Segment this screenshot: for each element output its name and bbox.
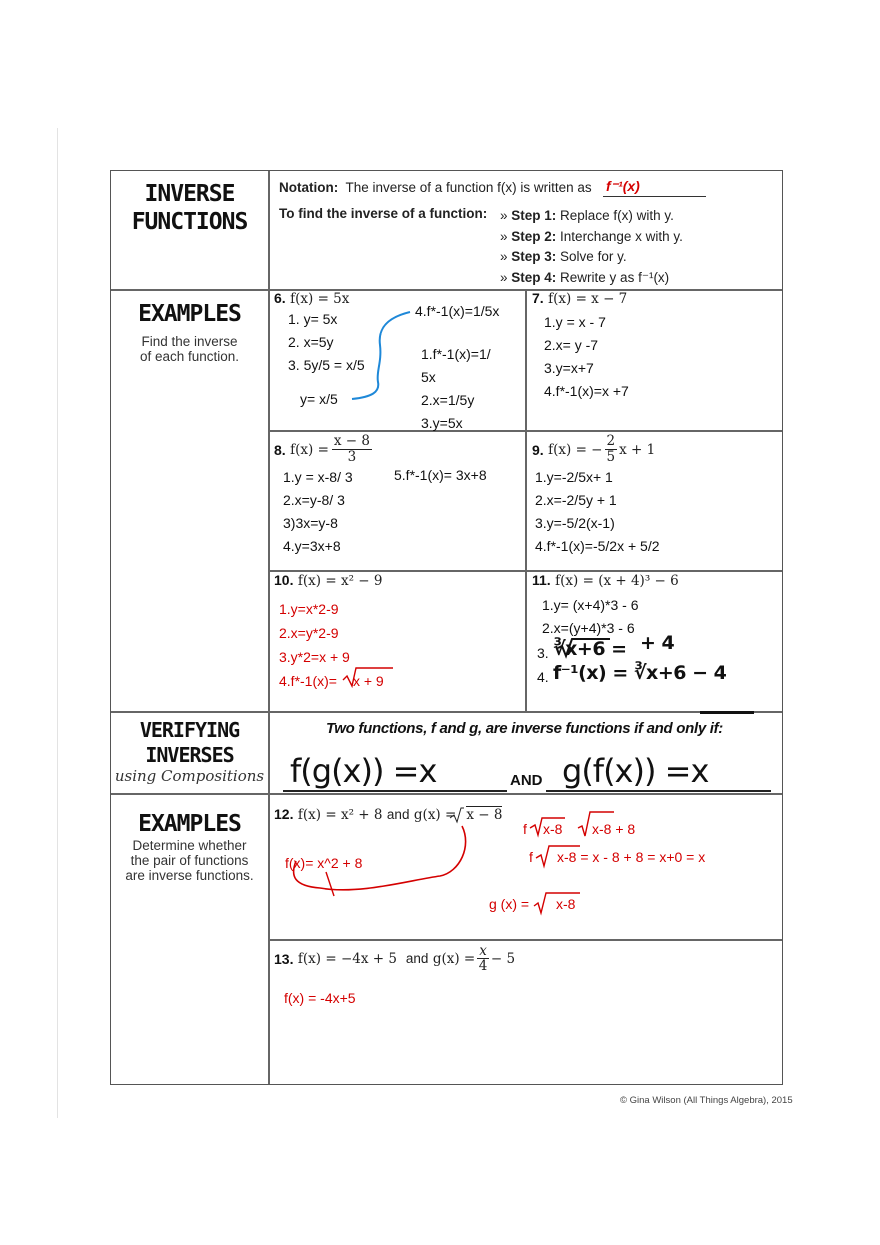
problem-6-answer: 4.f*-1(x)=1/5x	[415, 303, 500, 319]
examples-subtitle: Find the inverse of each function.	[139, 334, 240, 364]
problem-12-fx: f(x)= x^2 + 8	[285, 855, 363, 871]
problem-6-y: y= x/5	[300, 391, 338, 407]
steps-label: To find the inverse of a function:	[279, 206, 488, 221]
problem-11-work: 1.y= (x+4)*3 - 6 2.x=(y+4)*3 - 6	[542, 597, 639, 636]
problem-8-work: 1.y = x-8/ 3 2.x=y-8/ 3 3)3x=y-8 4.y=3x+8	[283, 469, 353, 554]
problem-11-step3-hand: ∛x+6 =	[553, 638, 627, 660]
step-item: » Step 3: Solve for y.	[500, 249, 627, 264]
problem-9-header: 9. f(x) = − $\frac{2}{5}$ x + 1	[532, 433, 656, 465]
left-composition: f(g(x)) =x	[290, 752, 437, 790]
examples2-title: EXAMPLES	[138, 811, 241, 837]
problem-10-header: 10. f(x) = x² − 9	[274, 572, 383, 589]
problem-9-work: 1.y=-2/5x+ 1 2.x=-2/5y + 1 3.y=-5/2(x-1) 4.f*-1(x)=-5/2x + 5/2	[535, 469, 660, 554]
problem-6-work-right: 1.f*-1(x)=1/ 5x 2.x=1/5y 3.y=5x	[421, 346, 491, 431]
problem-12-line1-f: f	[523, 821, 527, 837]
examples-title: EXAMPLES	[138, 301, 241, 327]
step-item: » Step 2: Interchange x with y.	[500, 228, 683, 244]
problem-6-work: 1. y= 5x 2. x=5y 3. 5y/5 = x/5	[288, 311, 365, 373]
problem-7-work: 1.y = x - 7 2.x= y -7 3.y=x+7 4.f*-1(x)=x +7	[544, 314, 629, 399]
divider	[525, 289, 527, 711]
problem-7-header: 7. f(x) = x − 7	[532, 290, 628, 307]
problem-12-line1-b: x-8 + 8	[592, 821, 636, 837]
problem-11-step4-num: 4.	[537, 669, 549, 685]
right-blank	[546, 790, 771, 792]
steps-list	[500, 206, 683, 288]
notation-line: Notation: The inverse of a function f(x) is written as	[279, 180, 592, 195]
divider	[268, 171, 270, 1084]
problem-13-header: 13. f(x) = −4x + 5 and g(x) = $\frac{x}{4}$ − 5	[274, 943, 516, 974]
copyright: © Gina Wilson (All Things Algebra), 2015	[620, 1095, 793, 1106]
problem-12-line2-f: f	[529, 849, 533, 865]
problem-11-step3-extra: + 4	[640, 632, 675, 654]
marker-stroke	[700, 711, 754, 714]
step-item: » Step 1: Replace f(x) with y.	[500, 208, 674, 223]
problem-13-fx: f(x) = -4x+5	[284, 990, 356, 1006]
problem-11-step4-hand: f⁻¹(x) = ∛x+6 − 4	[553, 662, 727, 684]
divider	[111, 711, 782, 713]
problem-12-line2: x-8 = x - 8 + 8 = x+0 = x	[557, 849, 706, 865]
step-item: » Step 4: Rewrite y as f⁻¹(x)	[500, 269, 670, 285]
divider	[111, 793, 782, 795]
divider	[111, 289, 782, 291]
and-label: AND	[510, 772, 543, 789]
verifying-statement: Two functions, f and g, are inverse functions if and only if:	[326, 720, 724, 737]
problem-8-answer: 5.f*-1(x)= 3x+8	[394, 467, 487, 483]
answer-blank	[603, 196, 706, 197]
problem-12-line1-a: x-8	[543, 821, 563, 837]
page-margin-line	[57, 128, 58, 1118]
divider	[268, 939, 782, 941]
left-blank	[283, 790, 507, 792]
notation-answer: f⁻¹(x)	[606, 178, 640, 194]
problem-11-header: 11. f(x) = (x + 4)³ − 6	[532, 572, 679, 589]
verifying-title: VERIFYING INVERSES	[139, 718, 240, 767]
problem-10-work: 1.y=x*2-9 2.x=y*2-9 3.y*2=x + 9 4.f*-1(x)= x + 9	[279, 601, 384, 689]
problem-12-gx-radicand: x-8	[556, 896, 576, 912]
problem-12-header: 12. f(x) = x² + 8 and g(x) = x − 8	[274, 806, 503, 823]
problem-6-header: 6. f(x) = 5x	[274, 290, 350, 307]
problem-12-gx: g (x) =	[489, 896, 530, 912]
verifying-subtitle: using Compositions	[114, 767, 265, 785]
page-title: INVERSE FUNCTIONS	[131, 181, 248, 235]
problem-8-header: 8. f(x) = $\frac{x - 8}{3}$	[274, 433, 370, 465]
right-composition: g(f(x)) =x	[562, 752, 709, 790]
examples2-subtitle: Determine whether the pair of functions are inverse functions.	[125, 838, 254, 883]
problem-11-step3-num: 3.	[537, 645, 549, 661]
